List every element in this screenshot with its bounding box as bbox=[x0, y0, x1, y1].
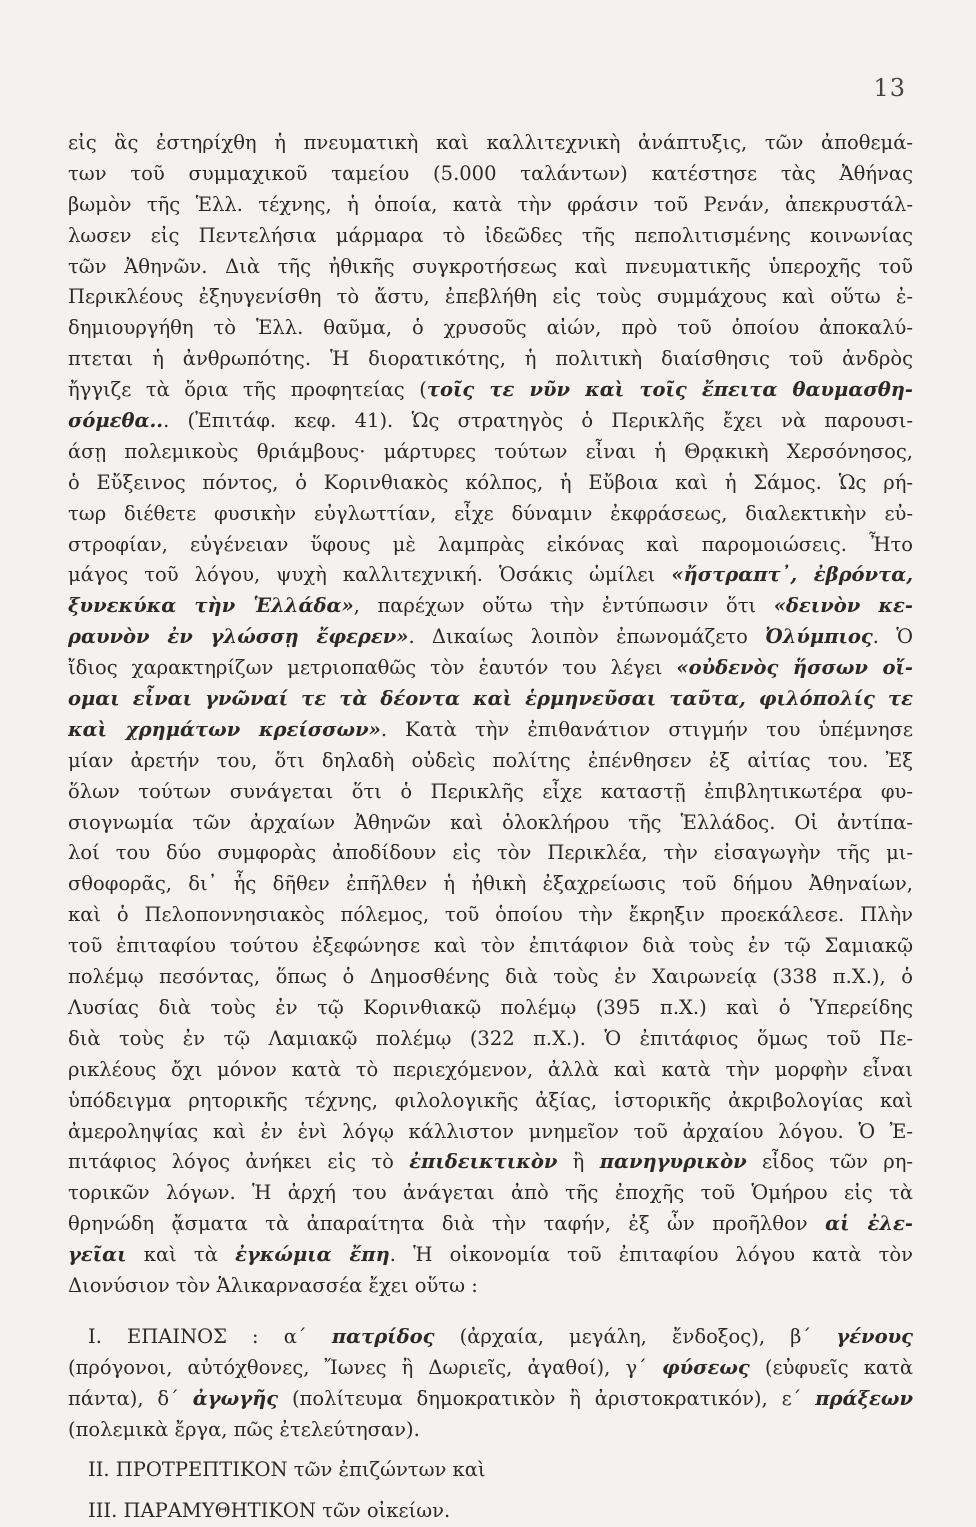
text-line bbox=[68, 159, 913, 190]
text-run: στροφίαν, εὐγένειαν ὕφους μὲ λαμπρὰς εἰκόνας καὶ παρομοιώσεις. Ἦτο bbox=[68, 532, 913, 556]
text-run: Διονύσιον τὸν Ἁλικαρνασσέα ἔχει οὕτω : bbox=[68, 1273, 478, 1297]
text-run: . Δικαίως λοιπὸν ἐπωνομάζετο bbox=[408, 625, 766, 649]
text-run: . Κατὰ τὴν ἐπιθανάτιον στιγμήν του ὑπέμνησε bbox=[380, 717, 913, 741]
text-line bbox=[68, 1353, 913, 1384]
text-line bbox=[68, 1415, 913, 1446]
emphasis-text: ομαι εἶναι γνῶναί τε τὰ δέοντα καὶ ἑρμηνεῦσαι ταῦτα, φιλόπολίς τε bbox=[68, 687, 913, 711]
text-run: ὑπόδειγμα ρητορικῆς τέχνης, φιλολογικῆς ἀξίας, ἱστορικῆς ἀκριβολογίας καὶ bbox=[68, 1088, 913, 1112]
text-line bbox=[68, 530, 913, 561]
text-line bbox=[68, 684, 913, 715]
text-line bbox=[68, 1209, 913, 1240]
text-run: ὅλων τούτων συνάγεται ὅτι ὁ Περικλῆς εἶχε καταστῇ ἐπιβλητικωτέρα φυ- bbox=[68, 779, 913, 803]
text-line bbox=[68, 838, 913, 869]
text-run: μάγος τοῦ λόγου, ψυχὴ καλλιτεχνική. Ὁσάκις ὡμίλει bbox=[68, 563, 672, 587]
text-run: . Ὁ bbox=[872, 625, 913, 649]
text-run: εἶδος τῶν ρη- bbox=[746, 1150, 913, 1174]
text-run: τῶν Ἀθηνῶν. Διὰ τῆς ἠθικῆς συγκροτήσεως καὶ πνευματικῆς ὑπεροχῆς τοῦ bbox=[68, 254, 913, 278]
text-line bbox=[68, 1322, 913, 1353]
text-run: δημιουργήθη τὸ Ἑλλ. θαῦμα, ὁ χρυσοῦς αἰών, πρὸ τοῦ ὁποίου ἀποκαλύ- bbox=[68, 316, 913, 340]
text-line bbox=[68, 1024, 913, 1055]
text-line bbox=[68, 1055, 913, 1086]
text-line bbox=[68, 344, 913, 375]
text-line bbox=[68, 560, 913, 591]
emphasis-text: πράξεων bbox=[815, 1386, 913, 1410]
emphasis-text: Ὀλύμπιος bbox=[765, 625, 873, 649]
emphasis-text: ἀγωγῆς bbox=[192, 1386, 279, 1410]
text-line bbox=[68, 931, 913, 962]
text-line bbox=[68, 1384, 913, 1415]
text-run: τορικῶν λόγων. Ἡ ἀρχή του ἀνάγεται ἀπὸ τῆς ἐποχῆς τοῦ Ὁμήρου εἰς τὰ bbox=[68, 1181, 913, 1205]
text-run: ὁ Εὔξεινος πόντος, ὁ Κορινθιακὸς κόλπος, ἡ Εὔβοια καὶ ἡ Σάμος. Ὡς ρή- bbox=[68, 470, 913, 494]
text-run: ἴδιος χαρακτηρίζων μετριοπαθῶς τὸν ἑαυτόν του λέγει bbox=[68, 656, 677, 680]
text-line bbox=[68, 1178, 913, 1209]
text-run: λωσεν εἰς Πεντελήσια μάρμαρα τὸ ἰδεῶδες τῆς πεπολιτισμένης κοινωνίας bbox=[68, 223, 913, 247]
text-run: πάντα), δ´ bbox=[68, 1386, 193, 1410]
text-line bbox=[68, 1455, 913, 1486]
emphasis-text: φύσεως bbox=[661, 1355, 750, 1379]
text-run: μίαν ἀρετήν του, ὅτι δηλαδὴ οὐδεὶς πολίτης ἐπένθησεν ἐξ αἰτίας του. Ἐξ bbox=[68, 748, 913, 772]
text-run: λοί του δύο συμφορὰς ἀποδίδουν εἰς τὸν Περικλέα, τὴν εἰσαγωγὴν τῆς μι- bbox=[68, 841, 913, 865]
text-line bbox=[68, 993, 913, 1024]
text-line bbox=[68, 313, 913, 344]
text-run: ἤγγιζε τὰ ὅρια τῆς προφητείας ( bbox=[68, 378, 427, 402]
emphasis-text: αἱ ἐλε- bbox=[825, 1212, 913, 1236]
text-run: πιτάφιος λόγος ἀνήκει εἰς τὸ bbox=[68, 1150, 410, 1174]
text-run: των τοῦ συμμαχικοῦ ταμείου (5.000 ταλάντων) κατέστησε τὰς Ἀθήνας bbox=[68, 161, 913, 185]
emphasis-text: ξυνεκύκα τὴν Ἑλλάδα» bbox=[68, 594, 354, 618]
section-paramythetikon bbox=[68, 1496, 913, 1527]
text-line bbox=[68, 282, 913, 313]
text-run: , παρέχων οὕτω τὴν ἐντύπωσιν ὅτι bbox=[353, 594, 774, 618]
text-run: Λυσίας διὰ τοὺς ἐν τῷ Κορινθιακῷ πολέμῳ (395 π.Χ.) καὶ ὁ Ὑπερείδης bbox=[68, 995, 913, 1019]
text-line bbox=[68, 1271, 913, 1302]
emphasis-text: γεῖαι bbox=[68, 1243, 127, 1267]
text-run: ἢ bbox=[557, 1150, 600, 1174]
page-number: 13 bbox=[873, 74, 906, 102]
text-line bbox=[68, 406, 913, 437]
body-text bbox=[68, 128, 913, 1527]
emphasis-text: γένους bbox=[836, 1324, 913, 1348]
section-epainos bbox=[68, 1322, 913, 1446]
text-line bbox=[68, 622, 913, 653]
text-line bbox=[68, 437, 913, 468]
emphasis-text: τοῖς τε νῦν καὶ τοῖς ἔπειτα θαυμασθη- bbox=[426, 378, 913, 402]
text-line bbox=[68, 1086, 913, 1117]
emphasis-text: πατρίδος bbox=[331, 1324, 435, 1348]
text-run: τωρ διέθετε φυσικὴν εὐγλωττίαν, εἶχε δύναμιν ἐκφράσεως, διαλεκτικὴν εὐ- bbox=[68, 501, 913, 525]
text-line bbox=[68, 715, 913, 746]
text-line bbox=[68, 1496, 913, 1527]
emphasis-text: «οὐδενὸς ἥσσων οἴ- bbox=[676, 656, 913, 680]
emphasis-text: ραυνὸν ἐν γλώσσῃ ἔφερεν» bbox=[68, 625, 409, 649]
text-run: . (Ἐπιτάφ. κεφ. 41). Ὡς στρατηγὸς ὁ Περικλῆς ἔχει νὰ παρουσι- bbox=[163, 409, 913, 433]
text-run: Περικλέους ἐξηυγενίσθη τὸ ἄστυ, ἐπεβλήθη εἰς τοὺς συμμάχους καὶ οὕτω ἐ- bbox=[68, 285, 913, 309]
text-run: καὶ τὰ bbox=[126, 1243, 236, 1267]
text-line bbox=[68, 653, 913, 684]
text-run: ἀμεροληψίας καὶ ἐν ἑνὶ λόγῳ κάλλιστον μνημεῖον τοῦ ἀρχαίου λόγου. Ὁ Ἐ- bbox=[68, 1119, 913, 1143]
text-run: (ἀρχαία, μεγάλη, ἔνδοξος), β´ bbox=[434, 1324, 837, 1348]
text-run: (πολίτευμα δημοκρατικὸν ἢ ἀριστοκρατικόν), ε´ bbox=[278, 1386, 816, 1410]
text-run: (εὐφυεῖς κατὰ bbox=[749, 1355, 913, 1379]
emphasis-text: καὶ χρημάτων κρείσσων» bbox=[68, 717, 381, 741]
emphasis-text: ἐπιδεικτικὸν bbox=[409, 1150, 558, 1174]
text-line bbox=[68, 900, 913, 931]
text-run: I. ΕΠΑΙΝΟΣ : α´ bbox=[88, 1324, 332, 1348]
text-line bbox=[68, 962, 913, 993]
text-run: τοῦ ἐπιταφίου τούτου ἐξεφώνησε καὶ τὸν ἐπιτάφιον διὰ τοὺς ἐν τῷ Σαμιακῷ bbox=[68, 934, 913, 958]
emphasis-text: ἐγκώμια ἔπη bbox=[235, 1243, 390, 1267]
text-line bbox=[68, 808, 913, 839]
text-run: διὰ τοὺς ἐν τῷ Λαμιακῷ πολέμῳ (322 π.Χ.). Ὁ ἐπιτάφιος ὅμως τοῦ Πε- bbox=[68, 1026, 913, 1050]
text-run: βωμὸν τῆς Ἑλλ. τέχνης, ἡ ὁποία, κατὰ τὴν φράσιν τοῦ Ρενάν, ἀπεκρυστάλ- bbox=[68, 192, 913, 216]
text-line bbox=[68, 252, 913, 283]
text-run: άσῃ πολεμικοὺς θριάμβους· μάρτυρες τούτων εἶναι ἡ Θρᾳκικὴ Χερσόνησος, bbox=[68, 439, 913, 463]
text-run: πτεται ἡ ἀνθρωπότης. Ἡ διορατικότης, ἡ πολιτικὴ διαίσθησις τοῦ ἀνδρὸς bbox=[68, 347, 913, 371]
text-line bbox=[68, 128, 913, 159]
paragraph-main bbox=[68, 128, 913, 1302]
text-line bbox=[68, 869, 913, 900]
text-run: θρηνώδη ᾄσματα τὰ ἀπαραίτητα διὰ τὴν ταφήν, ἐξ ὧν προῆλθον bbox=[68, 1212, 826, 1236]
text-run: (πολεμικὰ ἔργα, πῶς ἐτελεύτησαν). bbox=[68, 1417, 420, 1441]
section-protreptikon bbox=[68, 1455, 913, 1486]
text-run: . Ἡ οἰκονομία τοῦ ἐπιταφίου λόγου κατὰ τὸν bbox=[389, 1243, 913, 1267]
text-line bbox=[68, 375, 913, 406]
text-run: πολέμῳ πεσόντας, ὅπως ὁ Δημοσθένης διὰ τοὺς ἐν Χαιρωνείᾳ (338 π.Χ.), ὁ bbox=[68, 965, 913, 989]
text-run: σιογνωμία τῶν ἀρχαίων Ἀθηνῶν καὶ ὁλοκλήρου τῆς Ἑλλάδος. Οἱ ἀντίπα- bbox=[68, 810, 913, 834]
text-line bbox=[68, 468, 913, 499]
text-line bbox=[68, 1117, 913, 1148]
text-line bbox=[68, 221, 913, 252]
emphasis-text: σόμεθα.. bbox=[68, 409, 164, 433]
text-line bbox=[68, 499, 913, 530]
emphasis-text: «δεινὸν κε- bbox=[773, 594, 913, 618]
text-line bbox=[68, 190, 913, 221]
text-line bbox=[68, 746, 913, 777]
text-run: εἰς ἃς ἐστηρίχθη ἡ πνευματικὴ καὶ καλλιτεχνικὴ ἀνάπτυξις, τῶν ἀποθεμά- bbox=[68, 131, 913, 154]
text-run: σθοφορᾶς, δι᾽ ἧς δῆθεν ἐπῆλθεν ἡ ἠθικὴ ἐξαχρείωσις τοῦ δήμου Ἀθηναίων, bbox=[68, 872, 913, 896]
text-run: ρικλέους ὄχι μόνον κατὰ τὸ περιεχόμενον, ἀλλὰ καὶ κατὰ τὴν μορφὴν εἶναι bbox=[68, 1057, 913, 1081]
text-run: (πρόγονοι, αὐτόχθονες, Ἴωνες ἢ Δωριεῖς, ἀγαθοί), γ´ bbox=[68, 1355, 662, 1379]
text-line bbox=[68, 1240, 913, 1271]
text-run: III. ΠΑΡΑΜΥΘΗΤΙΚΟΝ τῶν οἰκείων. bbox=[88, 1499, 451, 1523]
text-run: καὶ ὁ Πελοποννησιακὸς πόλεμος, τοῦ ὁποίου τὴν ἔκρηξιν προεκάλεσε. Πλὴν bbox=[68, 903, 913, 927]
text-line bbox=[68, 777, 913, 808]
text-line bbox=[68, 591, 913, 622]
emphasis-text: «ἤστραπτ᾽, ἐβρόντα, bbox=[671, 563, 913, 587]
text-run: II. ΠΡΟΤΡΕΠΤΙΚΟΝ τῶν ἐπιζώντων καὶ bbox=[88, 1458, 486, 1482]
emphasis-text: πανηγυρικὸν bbox=[599, 1150, 747, 1174]
text-line bbox=[68, 1147, 913, 1178]
